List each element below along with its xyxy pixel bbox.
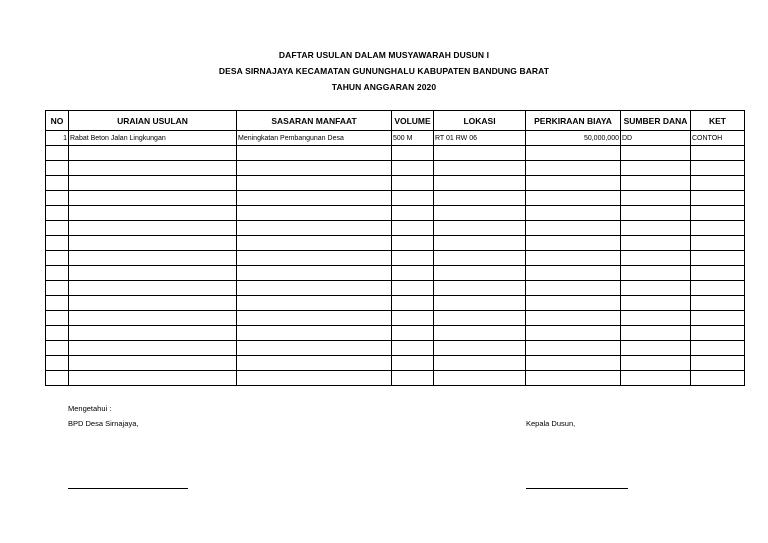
cell-perkiraan-biaya bbox=[526, 236, 621, 251]
table-row bbox=[46, 356, 745, 371]
cell-sumber-dana bbox=[621, 146, 691, 161]
cell-ket bbox=[691, 206, 745, 221]
cell-perkiraan-biaya bbox=[526, 176, 621, 191]
table-row bbox=[46, 251, 745, 266]
cell-volume bbox=[392, 326, 434, 341]
cell-sumber-dana: DD bbox=[621, 131, 691, 146]
cell-perkiraan-biaya bbox=[526, 266, 621, 281]
cell-ket bbox=[691, 356, 745, 371]
cell-no bbox=[46, 341, 69, 356]
cell-uraian-usulan bbox=[69, 266, 237, 281]
cell-uraian-usulan bbox=[69, 236, 237, 251]
cell-ket bbox=[691, 251, 745, 266]
cell-sasaran-manfaat bbox=[237, 341, 392, 356]
table-header-row bbox=[46, 111, 745, 131]
cell-volume bbox=[392, 341, 434, 356]
cell-no bbox=[46, 311, 69, 326]
table-row bbox=[46, 371, 745, 386]
cell-lokasi bbox=[434, 236, 526, 251]
header-uraian-usulan: URAIAN USULAN bbox=[69, 111, 237, 131]
cell-lokasi bbox=[434, 161, 526, 176]
cell-uraian-usulan bbox=[69, 251, 237, 266]
head-signature-line bbox=[526, 488, 628, 489]
cell-no bbox=[46, 281, 69, 296]
table-row bbox=[46, 146, 745, 161]
cell-perkiraan-biaya bbox=[526, 281, 621, 296]
cell-sumber-dana bbox=[621, 236, 691, 251]
cell-sasaran-manfaat bbox=[237, 236, 392, 251]
cell-lokasi bbox=[434, 191, 526, 206]
bpd-signature-line bbox=[68, 488, 188, 489]
cell-no bbox=[46, 206, 69, 221]
cell-lokasi: RT 01 RW 06 bbox=[434, 131, 526, 146]
table-row bbox=[46, 326, 745, 341]
cell-uraian-usulan bbox=[69, 296, 237, 311]
cell-lokasi bbox=[434, 206, 526, 221]
header-sasaran-manfaat: SASARAN MANFAAT bbox=[237, 111, 392, 131]
bpd-signatory-role: BPD Desa Sirnajaya, bbox=[68, 419, 139, 428]
cell-lokasi bbox=[434, 266, 526, 281]
cell-sasaran-manfaat bbox=[237, 281, 392, 296]
cell-perkiraan-biaya bbox=[526, 146, 621, 161]
cell-uraian-usulan bbox=[69, 176, 237, 191]
cell-sasaran-manfaat bbox=[237, 176, 392, 191]
document-subtitle-location: DESA SIRNAJAYA KECAMATAN GUNUNGHALU KABUPATEN BANDUNG BARAT bbox=[218, 66, 550, 76]
table-row bbox=[46, 296, 745, 311]
header-no: NO bbox=[46, 111, 69, 131]
cell-uraian-usulan bbox=[69, 311, 237, 326]
cell-volume bbox=[392, 236, 434, 251]
header-sumber-dana: SUMBER DANA bbox=[621, 111, 691, 131]
cell-volume bbox=[392, 311, 434, 326]
cell-volume bbox=[392, 371, 434, 386]
cell-no bbox=[46, 161, 69, 176]
cell-sumber-dana bbox=[621, 266, 691, 281]
cell-lokasi bbox=[434, 281, 526, 296]
cell-lokasi bbox=[434, 221, 526, 236]
cell-uraian-usulan bbox=[69, 281, 237, 296]
cell-volume bbox=[392, 191, 434, 206]
cell-volume bbox=[392, 221, 434, 236]
head-signatory-role: Kepala Dusun, bbox=[526, 419, 576, 428]
cell-perkiraan-biaya bbox=[526, 191, 621, 206]
table-row bbox=[46, 266, 745, 281]
cell-volume bbox=[392, 251, 434, 266]
cell-perkiraan-biaya bbox=[526, 221, 621, 236]
cell-sasaran-manfaat bbox=[237, 191, 392, 206]
cell-uraian-usulan bbox=[69, 356, 237, 371]
cell-sasaran-manfaat bbox=[237, 221, 392, 236]
cell-perkiraan-biaya bbox=[526, 161, 621, 176]
cell-lokasi bbox=[434, 341, 526, 356]
cell-perkiraan-biaya bbox=[526, 371, 621, 386]
header-lokasi: LOKASI bbox=[434, 111, 526, 131]
cell-sasaran-manfaat bbox=[237, 251, 392, 266]
cell-volume bbox=[392, 356, 434, 371]
table-row bbox=[46, 341, 745, 356]
cell-uraian-usulan bbox=[69, 221, 237, 236]
header-perkiraan-biaya: PERKIRAAN BIAYA bbox=[526, 111, 621, 131]
cell-perkiraan-biaya bbox=[526, 326, 621, 341]
cell-perkiraan-biaya bbox=[526, 251, 621, 266]
cell-sumber-dana bbox=[621, 371, 691, 386]
cell-sasaran-manfaat bbox=[237, 371, 392, 386]
cell-ket bbox=[691, 296, 745, 311]
cell-perkiraan-biaya bbox=[526, 311, 621, 326]
cell-uraian-usulan: Rabat Beton Jalan Lingkungan bbox=[69, 131, 237, 146]
table-row bbox=[46, 206, 745, 221]
header-ket: KET bbox=[691, 111, 745, 131]
cell-sumber-dana bbox=[621, 251, 691, 266]
cell-sumber-dana bbox=[621, 326, 691, 341]
cell-sumber-dana bbox=[621, 191, 691, 206]
cell-lokasi bbox=[434, 356, 526, 371]
cell-volume bbox=[392, 161, 434, 176]
cell-uraian-usulan bbox=[69, 191, 237, 206]
cell-sasaran-manfaat bbox=[237, 296, 392, 311]
cell-sasaran-manfaat bbox=[237, 146, 392, 161]
cell-uraian-usulan bbox=[69, 146, 237, 161]
cell-no bbox=[46, 356, 69, 371]
document-title: DAFTAR USULAN DALAM MUSYAWARAH DUSUN I bbox=[278, 50, 490, 60]
cell-uraian-usulan bbox=[69, 341, 237, 356]
table-row bbox=[46, 131, 745, 146]
cell-perkiraan-biaya: 50,000,000 bbox=[526, 131, 621, 146]
cell-ket bbox=[691, 281, 745, 296]
cell-volume bbox=[392, 266, 434, 281]
cell-ket bbox=[691, 266, 745, 281]
table-row bbox=[46, 176, 745, 191]
cell-lokasi bbox=[434, 176, 526, 191]
cell-volume bbox=[392, 296, 434, 311]
document-subtitle-year: TAHUN ANGGARAN 2020 bbox=[331, 82, 437, 92]
cell-sumber-dana bbox=[621, 176, 691, 191]
cell-sasaran-manfaat bbox=[237, 161, 392, 176]
cell-sasaran-manfaat: Meningkatan Pembangunan Desa bbox=[237, 131, 392, 146]
cell-perkiraan-biaya bbox=[526, 206, 621, 221]
cell-ket bbox=[691, 341, 745, 356]
cell-no bbox=[46, 191, 69, 206]
cell-sumber-dana bbox=[621, 281, 691, 296]
cell-ket bbox=[691, 191, 745, 206]
cell-sasaran-manfaat bbox=[237, 311, 392, 326]
cell-ket bbox=[691, 161, 745, 176]
cell-sasaran-manfaat bbox=[237, 266, 392, 281]
cell-lokasi bbox=[434, 146, 526, 161]
cell-no bbox=[46, 371, 69, 386]
header-volume: VOLUME bbox=[392, 111, 434, 131]
proposal-table bbox=[45, 110, 745, 386]
table-row bbox=[46, 191, 745, 206]
table-row bbox=[46, 281, 745, 296]
cell-volume bbox=[392, 281, 434, 296]
cell-lokasi bbox=[434, 326, 526, 341]
cell-no: 1 bbox=[46, 131, 69, 146]
cell-sumber-dana bbox=[621, 356, 691, 371]
cell-lokasi bbox=[434, 296, 526, 311]
cell-uraian-usulan bbox=[69, 326, 237, 341]
cell-ket: CONTOH bbox=[691, 131, 745, 146]
cell-uraian-usulan bbox=[69, 206, 237, 221]
cell-no bbox=[46, 251, 69, 266]
cell-uraian-usulan bbox=[69, 371, 237, 386]
cell-no bbox=[46, 296, 69, 311]
cell-uraian-usulan bbox=[69, 161, 237, 176]
cell-no bbox=[46, 266, 69, 281]
cell-sasaran-manfaat bbox=[237, 356, 392, 371]
cell-lokasi bbox=[434, 311, 526, 326]
cell-perkiraan-biaya bbox=[526, 296, 621, 311]
table-row bbox=[46, 221, 745, 236]
cell-ket bbox=[691, 146, 745, 161]
cell-sasaran-manfaat bbox=[237, 206, 392, 221]
cell-lokasi bbox=[434, 371, 526, 386]
cell-no bbox=[46, 176, 69, 191]
cell-ket bbox=[691, 311, 745, 326]
cell-no bbox=[46, 146, 69, 161]
table-row bbox=[46, 161, 745, 176]
cell-sasaran-manfaat bbox=[237, 326, 392, 341]
cell-no bbox=[46, 221, 69, 236]
cell-sumber-dana bbox=[621, 221, 691, 236]
cell-volume bbox=[392, 206, 434, 221]
cell-sumber-dana bbox=[621, 311, 691, 326]
cell-sumber-dana bbox=[621, 206, 691, 221]
table-row bbox=[46, 311, 745, 326]
cell-sumber-dana bbox=[621, 296, 691, 311]
cell-ket bbox=[691, 176, 745, 191]
cell-sumber-dana bbox=[621, 341, 691, 356]
cell-ket bbox=[691, 221, 745, 236]
cell-ket bbox=[691, 371, 745, 386]
cell-volume: 500 M bbox=[392, 131, 434, 146]
cell-ket bbox=[691, 236, 745, 251]
cell-no bbox=[46, 326, 69, 341]
cell-sumber-dana bbox=[621, 161, 691, 176]
table-row bbox=[46, 236, 745, 251]
cell-lokasi bbox=[434, 251, 526, 266]
cell-ket bbox=[691, 326, 745, 341]
cell-no bbox=[46, 236, 69, 251]
cell-perkiraan-biaya bbox=[526, 356, 621, 371]
cell-perkiraan-biaya bbox=[526, 341, 621, 356]
cell-volume bbox=[392, 146, 434, 161]
acknowledged-label: Mengetahui : bbox=[68, 404, 112, 413]
table-body bbox=[46, 131, 745, 386]
cell-volume bbox=[392, 176, 434, 191]
